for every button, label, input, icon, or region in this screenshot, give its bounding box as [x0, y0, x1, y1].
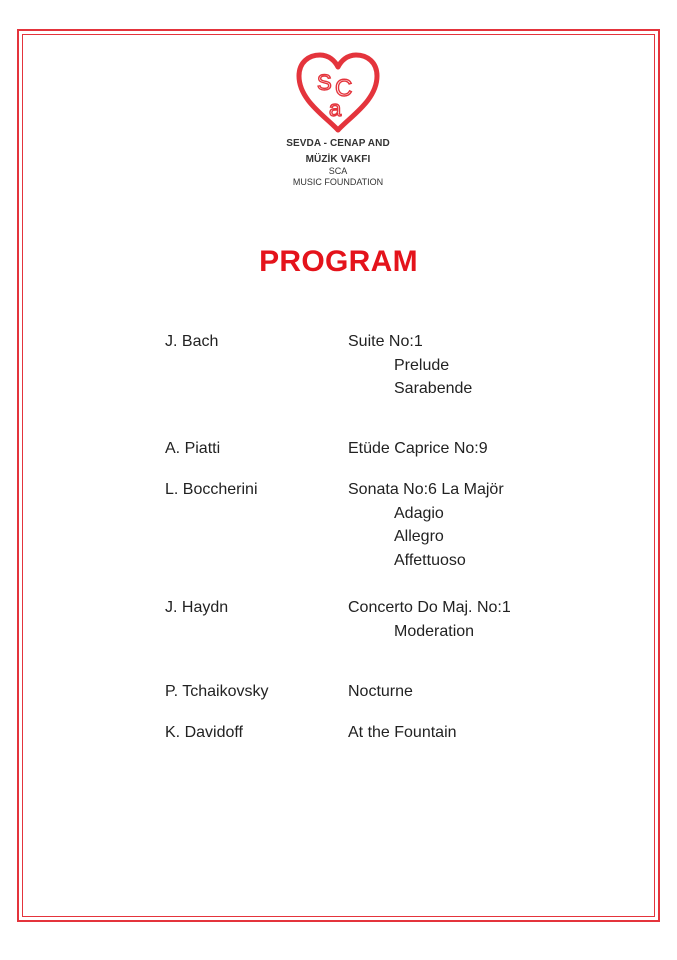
svg-text:a: a [329, 96, 342, 121]
program-movement: Adagio [394, 504, 444, 522]
program-work: At the Fountain [348, 724, 457, 741]
program-composer: A. Piatti [165, 440, 221, 457]
program-work: Suite No:1 [348, 333, 423, 350]
org-name-line4: MUSIC FOUNDATION [292, 177, 384, 187]
program-work: Etüde Caprice No:9 [348, 440, 488, 457]
org-name-line2: MÜZİK VAKFI [305, 154, 371, 165]
program-work: Concerto Do Maj. No:1 [348, 599, 511, 616]
program-movement: Prelude [394, 356, 450, 374]
program-movement: Allegro [394, 528, 444, 545]
page-title: PROGRAM [259, 245, 418, 278]
program-movement: Moderation [394, 622, 475, 640]
program-composer: L. Boccherini [165, 481, 258, 498]
program-movement: Affettuoso [394, 551, 466, 569]
svg-text:S: S [317, 70, 332, 95]
org-name-line3: SCA [328, 166, 348, 176]
program-work: Nocturne [348, 683, 413, 700]
program-composer: K. Davidoff [165, 724, 243, 741]
program-composer: P. Tchaikovsky [165, 683, 269, 700]
heart-logo-icon [295, 52, 381, 134]
foundation-logo [268, 52, 408, 188]
program-composer: J. Bach [165, 333, 219, 350]
program-work: Sonata No:6 La Majör [348, 481, 504, 498]
svg-text:C: C [335, 75, 353, 102]
program-movement: Sarabende [394, 380, 473, 397]
program-composer: J. Haydn [165, 599, 229, 616]
org-name-line1: SEVDA - CENAP AND [286, 138, 390, 149]
